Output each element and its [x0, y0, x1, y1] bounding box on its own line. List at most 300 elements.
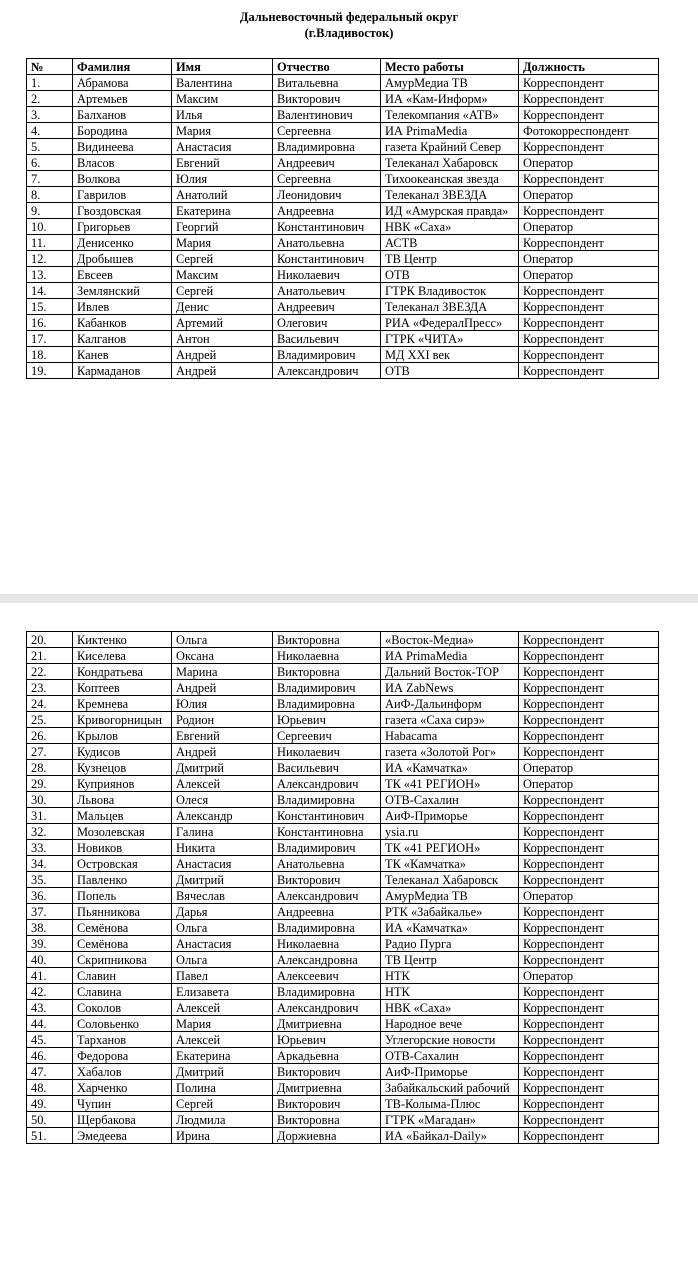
- cell-workplace: ГТРК «ЧИТА»: [381, 331, 519, 347]
- cell-number: 23.: [27, 680, 73, 696]
- document-title: Дальневосточный федеральный округ: [239, 10, 459, 24]
- cell-patronymic: Доржиевна: [273, 1128, 381, 1144]
- cell-surname: Кремнева: [73, 696, 172, 712]
- cell-workplace: ИА PrimaMedia: [381, 123, 519, 139]
- participants-table-page-2: [26, 631, 659, 1144]
- cell-position: Корреспондент: [519, 315, 659, 331]
- cell-first-name: Ирина: [172, 1128, 273, 1144]
- cell-first-name: Дарья: [172, 904, 273, 920]
- cell-patronymic: Валентинович: [273, 107, 381, 123]
- cell-workplace: ТВ Центр: [381, 952, 519, 968]
- table-row: [27, 267, 659, 283]
- table-row: [27, 840, 659, 856]
- cell-workplace: РИА «ФедералПресс»: [381, 315, 519, 331]
- cell-position: Корреспондент: [519, 952, 659, 968]
- cell-first-name: Антон: [172, 331, 273, 347]
- table-row: [27, 315, 659, 331]
- cell-position: Корреспондент: [519, 171, 659, 187]
- cell-position: Корреспондент: [519, 632, 659, 648]
- cell-patronymic: Николаевич: [273, 267, 381, 283]
- cell-number: 25.: [27, 712, 73, 728]
- table-row: [27, 1128, 659, 1144]
- cell-patronymic: Александровна: [273, 952, 381, 968]
- cell-number: 26.: [27, 728, 73, 744]
- cell-patronymic: Юрьевич: [273, 1032, 381, 1048]
- cell-first-name: Полина: [172, 1080, 273, 1096]
- cell-surname: Дробышев: [73, 251, 172, 267]
- cell-surname: Артемьев: [73, 91, 172, 107]
- cell-workplace: Habacama: [381, 728, 519, 744]
- table-row: [27, 664, 659, 680]
- cell-number: 35.: [27, 872, 73, 888]
- participants-table-page-1: [26, 58, 659, 379]
- cell-number: 22.: [27, 664, 73, 680]
- cell-first-name: Елизавета: [172, 984, 273, 1000]
- cell-position: Корреспондент: [519, 1112, 659, 1128]
- cell-patronymic: Владимировна: [273, 984, 381, 1000]
- cell-workplace: ТК «41 РЕГИОН»: [381, 840, 519, 856]
- cell-patronymic: Аркадьевна: [273, 1048, 381, 1064]
- cell-workplace: АиФ-Приморье: [381, 808, 519, 824]
- table-row: [27, 824, 659, 840]
- cell-first-name: Юлия: [172, 171, 273, 187]
- cell-first-name: Евгений: [172, 728, 273, 744]
- cell-patronymic: Андреевна: [273, 203, 381, 219]
- cell-position: Корреспондент: [519, 347, 659, 363]
- cell-number: 36.: [27, 888, 73, 904]
- cell-number: 46.: [27, 1048, 73, 1064]
- cell-number: 9.: [27, 203, 73, 219]
- cell-surname: Скрипникова: [73, 952, 172, 968]
- cell-patronymic: Васильевич: [273, 331, 381, 347]
- table-row: [27, 984, 659, 1000]
- cell-position: Корреспондент: [519, 75, 659, 91]
- cell-surname: Куприянов: [73, 776, 172, 792]
- cell-number: 39.: [27, 936, 73, 952]
- cell-patronymic: Дмитриевна: [273, 1080, 381, 1096]
- table-row: [27, 107, 659, 123]
- cell-first-name: Дмитрий: [172, 1064, 273, 1080]
- cell-patronymic: Андреевна: [273, 904, 381, 920]
- table-row: [27, 744, 659, 760]
- cell-first-name: Илья: [172, 107, 273, 123]
- cell-first-name: Юлия: [172, 696, 273, 712]
- table-row: [27, 1032, 659, 1048]
- cell-workplace: газета «Саха сирэ»: [381, 712, 519, 728]
- table-row: [27, 299, 659, 315]
- cell-patronymic: Александрович: [273, 363, 381, 379]
- cell-patronymic: Викторовна: [273, 1112, 381, 1128]
- table-row: [27, 331, 659, 347]
- cell-first-name: Мария: [172, 235, 273, 251]
- cell-position: Корреспондент: [519, 648, 659, 664]
- cell-number: 24.: [27, 696, 73, 712]
- document-page-1: [0, 0, 698, 594]
- cell-workplace: газета «Золотой Рог»: [381, 744, 519, 760]
- cell-number: 43.: [27, 1000, 73, 1016]
- cell-first-name: Евгений: [172, 155, 273, 171]
- cell-surname: Федорова: [73, 1048, 172, 1064]
- cell-workplace: газета Крайний Север: [381, 139, 519, 155]
- cell-first-name: Павел: [172, 968, 273, 984]
- cell-first-name: Валентина: [172, 75, 273, 91]
- cell-first-name: Галина: [172, 824, 273, 840]
- cell-patronymic: Дмитриевна: [273, 1016, 381, 1032]
- table-row: [27, 1064, 659, 1080]
- cell-surname: Островская: [73, 856, 172, 872]
- cell-surname: Волкова: [73, 171, 172, 187]
- cell-surname: Гаврилов: [73, 187, 172, 203]
- cell-first-name: Георгий: [172, 219, 273, 235]
- cell-position: Корреспондент: [519, 904, 659, 920]
- cell-first-name: Анастасия: [172, 936, 273, 952]
- cell-patronymic: Андреевич: [273, 155, 381, 171]
- cell-position: Корреспондент: [519, 712, 659, 728]
- cell-first-name: Ольга: [172, 920, 273, 936]
- table-row: [27, 808, 659, 824]
- cell-workplace: АмурМедиа ТВ: [381, 888, 519, 904]
- cell-surname: Славин: [73, 968, 172, 984]
- table-row: [27, 856, 659, 872]
- cell-surname: Кабанков: [73, 315, 172, 331]
- cell-workplace: ИА ZabNews: [381, 680, 519, 696]
- table-row: [27, 632, 659, 648]
- cell-patronymic: Александрович: [273, 776, 381, 792]
- cell-surname: Ивлев: [73, 299, 172, 315]
- cell-position: Корреспондент: [519, 299, 659, 315]
- cell-first-name: Анастасия: [172, 139, 273, 155]
- cell-patronymic: Анатольевна: [273, 856, 381, 872]
- cell-first-name: Александр: [172, 808, 273, 824]
- header-surname: Фамилия: [73, 59, 172, 75]
- cell-position: Корреспондент: [519, 792, 659, 808]
- header-first-name: Имя: [172, 59, 273, 75]
- cell-first-name: Оксана: [172, 648, 273, 664]
- cell-number: 32.: [27, 824, 73, 840]
- cell-first-name: Мария: [172, 123, 273, 139]
- cell-number: 38.: [27, 920, 73, 936]
- cell-first-name: Алексей: [172, 1000, 273, 1016]
- cell-workplace: ОТВ: [381, 267, 519, 283]
- header-position: Должность: [519, 59, 659, 75]
- cell-position: Оператор: [519, 776, 659, 792]
- cell-position: Корреспондент: [519, 363, 659, 379]
- cell-number: 6.: [27, 155, 73, 171]
- cell-number: 45.: [27, 1032, 73, 1048]
- cell-position: Корреспондент: [519, 728, 659, 744]
- table-row: [27, 155, 659, 171]
- cell-surname: Чупин: [73, 1096, 172, 1112]
- cell-workplace: «Восток-Медиа»: [381, 632, 519, 648]
- cell-position: Оператор: [519, 888, 659, 904]
- cell-workplace: Телеканал Хабаровск: [381, 155, 519, 171]
- cell-first-name: Родион: [172, 712, 273, 728]
- table-row: [27, 904, 659, 920]
- cell-position: Корреспондент: [519, 235, 659, 251]
- cell-number: 19.: [27, 363, 73, 379]
- cell-workplace: ТК «41 РЕГИОН»: [381, 776, 519, 792]
- cell-patronymic: Викторовна: [273, 632, 381, 648]
- cell-position: Корреспондент: [519, 1000, 659, 1016]
- cell-number: 28.: [27, 760, 73, 776]
- cell-patronymic: Владимировна: [273, 920, 381, 936]
- cell-first-name: Алексей: [172, 776, 273, 792]
- cell-workplace: ИД «Амурская правда»: [381, 203, 519, 219]
- cell-first-name: Дмитрий: [172, 872, 273, 888]
- cell-number: 11.: [27, 235, 73, 251]
- cell-position: Корреспондент: [519, 872, 659, 888]
- cell-position: Оператор: [519, 187, 659, 203]
- cell-workplace: НТК: [381, 968, 519, 984]
- cell-number: 44.: [27, 1016, 73, 1032]
- cell-number: 37.: [27, 904, 73, 920]
- cell-position: Фотокорреспондент: [519, 123, 659, 139]
- table-row: [27, 123, 659, 139]
- cell-surname: Видинеева: [73, 139, 172, 155]
- cell-position: Оператор: [519, 267, 659, 283]
- table-row: [27, 920, 659, 936]
- cell-position: Корреспондент: [519, 824, 659, 840]
- document-subtitle: (г.Владивосток): [304, 26, 394, 40]
- table-row: [27, 1096, 659, 1112]
- cell-surname: Славина: [73, 984, 172, 1000]
- cell-first-name: Сергей: [172, 283, 273, 299]
- cell-surname: Калганов: [73, 331, 172, 347]
- cell-number: 29.: [27, 776, 73, 792]
- cell-patronymic: Викторович: [273, 91, 381, 107]
- cell-patronymic: Сергеевич: [273, 728, 381, 744]
- cell-first-name: Андрей: [172, 347, 273, 363]
- cell-surname: Кудисов: [73, 744, 172, 760]
- cell-number: 50.: [27, 1112, 73, 1128]
- cell-patronymic: Сергеевна: [273, 123, 381, 139]
- table-row: [27, 347, 659, 363]
- cell-surname: Кондратьева: [73, 664, 172, 680]
- cell-workplace: Телекомпания «АТВ»: [381, 107, 519, 123]
- cell-patronymic: Владимирович: [273, 840, 381, 856]
- cell-workplace: ИА «Камчатка»: [381, 920, 519, 936]
- cell-surname: Коптеев: [73, 680, 172, 696]
- cell-number: 34.: [27, 856, 73, 872]
- cell-number: 10.: [27, 219, 73, 235]
- cell-number: 49.: [27, 1096, 73, 1112]
- cell-patronymic: Сергеевна: [273, 171, 381, 187]
- cell-position: Корреспондент: [519, 936, 659, 952]
- cell-surname: Гвоздовская: [73, 203, 172, 219]
- cell-position: Корреспондент: [519, 139, 659, 155]
- cell-position: Корреспондент: [519, 1048, 659, 1064]
- cell-patronymic: Викторович: [273, 872, 381, 888]
- cell-patronymic: Анатольевна: [273, 235, 381, 251]
- cell-workplace: АмурМедиа ТВ: [381, 75, 519, 91]
- table-row: [27, 1000, 659, 1016]
- cell-patronymic: Владимировна: [273, 696, 381, 712]
- cell-number: 4.: [27, 123, 73, 139]
- cell-patronymic: Александрович: [273, 1000, 381, 1016]
- cell-workplace: ОТВ-Сахалин: [381, 792, 519, 808]
- cell-workplace: ИА PrimaMedia: [381, 648, 519, 664]
- cell-position: Корреспондент: [519, 203, 659, 219]
- cell-position: Корреспондент: [519, 107, 659, 123]
- cell-number: 48.: [27, 1080, 73, 1096]
- cell-workplace: ТК «Камчатка»: [381, 856, 519, 872]
- table-row: [27, 251, 659, 267]
- cell-number: 18.: [27, 347, 73, 363]
- table-row: [27, 760, 659, 776]
- cell-surname: Хабалов: [73, 1064, 172, 1080]
- cell-first-name: Андрей: [172, 744, 273, 760]
- table-row: [27, 219, 659, 235]
- cell-surname: Соколов: [73, 1000, 172, 1016]
- table-row: [27, 952, 659, 968]
- header-number: №: [27, 59, 73, 75]
- cell-patronymic: Анатольевич: [273, 283, 381, 299]
- cell-workplace: ТВ Центр: [381, 251, 519, 267]
- cell-number: 20.: [27, 632, 73, 648]
- cell-surname: Семёнова: [73, 920, 172, 936]
- cell-first-name: Екатерина: [172, 203, 273, 219]
- table-row: [27, 680, 659, 696]
- cell-patronymic: Владимировна: [273, 139, 381, 155]
- cell-position: Корреспондент: [519, 808, 659, 824]
- cell-position: Корреспондент: [519, 1096, 659, 1112]
- cell-workplace: ТВ-Колыма-Плюс: [381, 1096, 519, 1112]
- cell-workplace: РТК «Забайкалье»: [381, 904, 519, 920]
- cell-position: Корреспондент: [519, 664, 659, 680]
- cell-number: 16.: [27, 315, 73, 331]
- cell-workplace: Телеканал ЗВЕЗДА: [381, 187, 519, 203]
- cell-surname: Канев: [73, 347, 172, 363]
- cell-surname: Попель: [73, 888, 172, 904]
- cell-patronymic: Владимирович: [273, 680, 381, 696]
- table-row: [27, 139, 659, 155]
- header-patronymic: Отчество: [273, 59, 381, 75]
- cell-workplace: Забайкальский рабочий: [381, 1080, 519, 1096]
- table-row: [27, 776, 659, 792]
- cell-first-name: Дмитрий: [172, 760, 273, 776]
- cell-number: 30.: [27, 792, 73, 808]
- cell-surname: Крылов: [73, 728, 172, 744]
- cell-patronymic: Юрьевич: [273, 712, 381, 728]
- cell-workplace: ОТВ-Сахалин: [381, 1048, 519, 1064]
- cell-patronymic: Константиновна: [273, 824, 381, 840]
- cell-surname: Кривогорницын: [73, 712, 172, 728]
- cell-position: Корреспондент: [519, 984, 659, 1000]
- table-row: [27, 283, 659, 299]
- table-row: [27, 1080, 659, 1096]
- header-workplace: Место работы: [381, 59, 519, 75]
- cell-number: 13.: [27, 267, 73, 283]
- table-row: [27, 91, 659, 107]
- table-row: [27, 75, 659, 91]
- cell-first-name: Денис: [172, 299, 273, 315]
- cell-position: Оператор: [519, 155, 659, 171]
- cell-surname: Денисенко: [73, 235, 172, 251]
- cell-patronymic: Васильевич: [273, 760, 381, 776]
- cell-number: 42.: [27, 984, 73, 1000]
- cell-position: Корреспондент: [519, 840, 659, 856]
- table-row: [27, 792, 659, 808]
- table-row: [27, 187, 659, 203]
- cell-first-name: Марина: [172, 664, 273, 680]
- cell-workplace: Телеканал ЗВЕЗДА: [381, 299, 519, 315]
- table-row: [27, 1112, 659, 1128]
- cell-workplace: ysia.ru: [381, 824, 519, 840]
- cell-patronymic: Викторовна: [273, 664, 381, 680]
- cell-surname: Балханов: [73, 107, 172, 123]
- cell-workplace: ОТВ: [381, 363, 519, 379]
- cell-position: Оператор: [519, 968, 659, 984]
- cell-surname: Кармаданов: [73, 363, 172, 379]
- cell-position: Корреспондент: [519, 680, 659, 696]
- cell-surname: Павленко: [73, 872, 172, 888]
- cell-patronymic: Константинович: [273, 808, 381, 824]
- cell-first-name: Вячеслав: [172, 888, 273, 904]
- cell-position: Оператор: [519, 760, 659, 776]
- cell-workplace: Радио Пурга: [381, 936, 519, 952]
- cell-position: Оператор: [519, 251, 659, 267]
- cell-position: Корреспондент: [519, 1080, 659, 1096]
- cell-surname: Эмедеева: [73, 1128, 172, 1144]
- cell-patronymic: Владимирович: [273, 347, 381, 363]
- table-body: [27, 75, 659, 379]
- cell-surname: Соловьенко: [73, 1016, 172, 1032]
- cell-first-name: Анатолий: [172, 187, 273, 203]
- cell-position: Корреспондент: [519, 1032, 659, 1048]
- cell-first-name: Екатерина: [172, 1048, 273, 1064]
- cell-number: 7.: [27, 171, 73, 187]
- cell-first-name: Сергей: [172, 251, 273, 267]
- cell-surname: Киселева: [73, 648, 172, 664]
- cell-number: 47.: [27, 1064, 73, 1080]
- cell-first-name: Алексей: [172, 1032, 273, 1048]
- cell-surname: Бородина: [73, 123, 172, 139]
- cell-position: Корреспондент: [519, 856, 659, 872]
- cell-patronymic: Викторович: [273, 1096, 381, 1112]
- cell-first-name: Анастасия: [172, 856, 273, 872]
- cell-first-name: Людмила: [172, 1112, 273, 1128]
- cell-first-name: Олеся: [172, 792, 273, 808]
- cell-number: 21.: [27, 648, 73, 664]
- cell-surname: Новиков: [73, 840, 172, 856]
- cell-first-name: Андрей: [172, 363, 273, 379]
- cell-workplace: ГТРК Владивосток: [381, 283, 519, 299]
- cell-patronymic: Викторович: [273, 1064, 381, 1080]
- document-page-2: [0, 603, 698, 1280]
- cell-workplace: НТК: [381, 984, 519, 1000]
- cell-surname: Тарханов: [73, 1032, 172, 1048]
- cell-workplace: АиФ-Приморье: [381, 1064, 519, 1080]
- cell-number: 14.: [27, 283, 73, 299]
- cell-position: Корреспондент: [519, 1016, 659, 1032]
- cell-first-name: Ольга: [172, 632, 273, 648]
- cell-number: 5.: [27, 139, 73, 155]
- cell-number: 3.: [27, 107, 73, 123]
- table-row: [27, 203, 659, 219]
- cell-position: Корреспондент: [519, 1064, 659, 1080]
- table-row: [27, 712, 659, 728]
- cell-workplace: АСТВ: [381, 235, 519, 251]
- cell-patronymic: Николаевич: [273, 744, 381, 760]
- table-row: [27, 872, 659, 888]
- cell-workplace: МД XXI век: [381, 347, 519, 363]
- cell-position: Оператор: [519, 219, 659, 235]
- cell-surname: Пьянникова: [73, 904, 172, 920]
- cell-workplace: ИА «Камчатка»: [381, 760, 519, 776]
- table-header-row: [27, 59, 659, 75]
- cell-surname: Власов: [73, 155, 172, 171]
- cell-patronymic: Витальевна: [273, 75, 381, 91]
